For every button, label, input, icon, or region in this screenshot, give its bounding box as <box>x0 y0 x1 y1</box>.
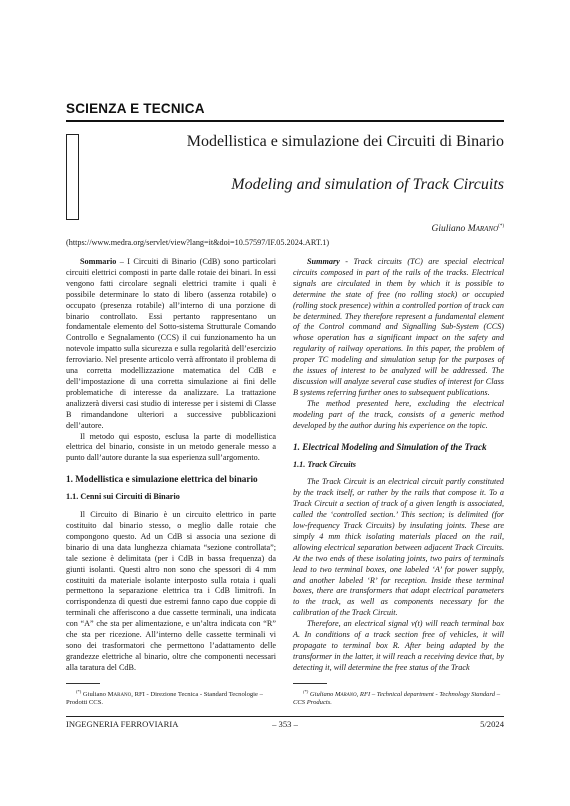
summary-label-it: Sommario <box>80 257 117 266</box>
author-footnote-mark: (*) <box>498 224 504 229</box>
footer-rule <box>66 716 504 717</box>
body-paragraph-it: Il Circuito di Binario è un circuito elettrico in parte costituito dal binario stesso, o meglio dalle rotaie che compongono questo. Ad un CdB si associa una sezione di binario di una data lunghezza chiamata “sezione controllata”; tale sezione è delimitata (per i CdB in bassa frequenza) da giunti isolanti. Questi altro non sono che spessori di 4 mm costituiti da materiale isolante interposto sulla rotaia i quali permettono la separazione elettrica tra i CdB limitrofi. In corrispondenza di questi due estremi fanno capo due coppie di terminali che afferiscono a due cassette terminali, una indicata con “A” che sta per alimentazione, e un’altra indicata con “R” che sta per ricezione. All’interno delle cassette terminali vi sono dei trasformatori che permettono l’adattamento delle grandezze elettriche al binario, oltre che componenti necessari alla taratura del CdB. <box>66 510 276 672</box>
footnote-right <box>293 683 503 708</box>
footnote-text-left: , RFI - Direzione Tecnica - Standard Tecnologie – Prodotti CCS. <box>66 690 263 707</box>
method-paragraph-it: Il metodo qui esposto, esclusa la parte di modellistica elettrica del binario, consiste in un metodo generale messo a punto dall’autore durante la sua esperienza sull’argomento. <box>66 431 276 463</box>
footer-page-number: – 353 – <box>272 719 298 729</box>
author-last-name: Marano <box>467 224 499 235</box>
footnote-mark-left: (*) <box>76 688 82 694</box>
heading-1-en: 1. Electrical Modeling and Simulation of the Track <box>293 441 487 452</box>
footnote-lastname-right: Marano <box>335 690 357 698</box>
footer-issue: 5/2024 <box>480 719 504 729</box>
right-column <box>293 257 504 674</box>
footnote-lastname-left: Marano <box>107 690 132 698</box>
section-label: SCIENZA E TECNICA <box>66 101 205 116</box>
heading-1-1-it: 1.1. Cenni sui Circuiti di Binario <box>66 492 180 502</box>
footnote-name-left: Giuliano <box>82 690 106 698</box>
summary-paragraph-en <box>293 257 504 399</box>
article-title-italian: Modellistica e simulazione dei Circuiti di Binario <box>186 133 504 150</box>
summary-text-en: - Track circuits (TC) are special electrical circuits composed in part of the rails of the tracks. Electrical signals are circulated in them by which it is possible to determine the state of free (no rolling stock) or occupied (rolling stock presence) within a controlled portion of track can be determined. They therefore represent a fundamental element of the Control command and Signalling Sub-System (CCS) whose operation has a significant impact on the safety and regularity of railway operations. In this paper, the problem of proper TC modeling and simulation setup for the purposes of the issues of interest to be analyzed will be addressed. The discussion will analyze several case studies of interest for Class B systems referring further ones to subsequent publications. <box>293 257 504 397</box>
author-first-name: Giuliano <box>431 224 466 235</box>
footnote-left <box>66 683 276 708</box>
footnote-mark-right: (*) <box>303 688 309 694</box>
footnote-rule-left <box>66 683 100 684</box>
footnote-rule-right <box>293 683 327 684</box>
body-paragraph-en-1: The Track Circuit is an electrical circuit partly constituted by the track itself, or rather by the rails that compose it. To a Track Circuit a section of track of a given length is associated, called the ‘controlled section.’ This section; is delimited (for low-frequency Track Circuits) by insulating joints. These are simply 4 mm thick isolating materials placed on the rail, allowing electrical separation between adjacent Track Circuits. At the two ends of these isolating joints, two pairs of terminals lead to two terminal boxes, one labeled ‘A’ for power supply, and another labeled ‘R’ for reception. Inside these terminal boxes, there are transformers that adapt electrical parameters to the track, as well as components necessary for the calibration of the Track Circuit. <box>293 477 504 618</box>
summary-text-it: – I Circuiti di Binario (CdB) sono particolari circuiti elettrici composti in parte dalle rotaie dei binari. In essi vengono fatti circolare segnali elettrici tramite i quali è possibile determinare lo stato di libero (assenza rotabile) o occupato (presenza rotabile) all’interno di una porzione di binario controllato. Essi pertanto rappresentano un fondamentale elemento del Sotto-sistema Strutturale Comando Controllo e Segnalamento (CCS) il cui funzionamento ha un notevole impatto sulla sicurezza e sulla regolarità dell’esercizio ferroviario. Nel presente articolo verrà affrontato il problema di una corretta modellizzazione matematica del CdB e dell’impostazione di una corretta simulazione ai fini delle problematiche di interesse da analizzare. La trattazione analizzerà diversi casi studio di interesse per i sistemi di Classe B rimandandone ulteriori a successive pubblicazioni dell’autore. <box>66 257 276 430</box>
heading-1-1-en: 1.1. Track Circuits <box>293 459 356 469</box>
title-box-decoration <box>66 134 79 220</box>
left-column <box>66 257 276 674</box>
body-paragraph-en-2: Therefore, an electrical signal v(t) will reach terminal box A. In conditions of a track section free of vehicles, it will propagate to terminal box R. After being adapted by the transformer in the latter, it will reach a receiving device that, by detecting it, will determine the free status of the Track <box>293 619 504 672</box>
article-title-english: Modeling and simulation of Track Circuits <box>231 176 504 193</box>
summary-label-en: Summary <box>307 257 340 266</box>
summary-paragraph-it <box>66 257 276 432</box>
footnote-text-right: , RFI – Technical department - Technology Standard – CCS Products. <box>293 690 501 707</box>
section-rule <box>66 120 504 122</box>
footnote-name-right: Giuliano <box>309 690 334 698</box>
heading-1-it: 1. Modellistica e simulazione elettrica del binario <box>66 474 258 485</box>
doi-link[interactable]: (https://www.medra.org/servlet/view?lang=it&doi=10.57597/IF.05.2024.ART.1) <box>66 238 330 247</box>
author-byline <box>432 224 504 234</box>
footer-journal: INGEGNERIA FERROVIARIA <box>66 719 179 729</box>
method-paragraph-en: The method presented here, excluding the electrical modeling part of the track, consists of a generic method developed by the author during his experience on the topic. <box>293 398 504 430</box>
